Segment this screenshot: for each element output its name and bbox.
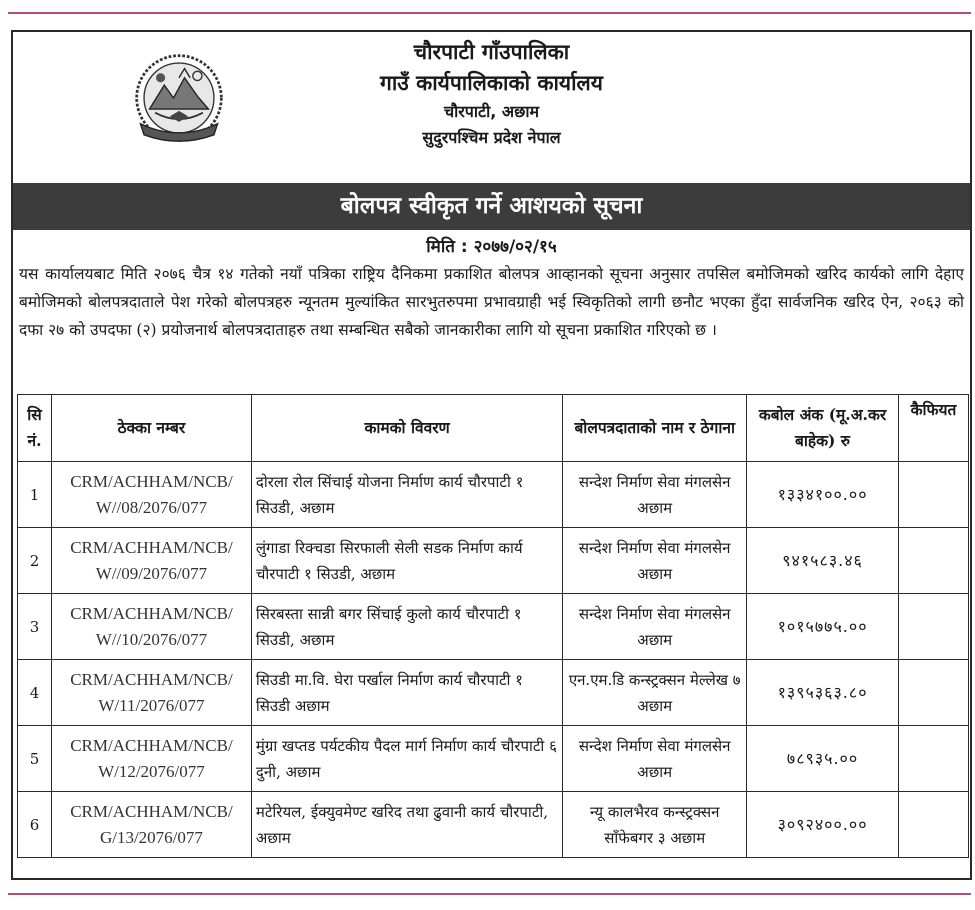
- row-bidder: सन्देश निर्माण सेवा मंगलसेन अछाम: [563, 528, 747, 594]
- table-header-row: [18, 395, 969, 462]
- row-bidder: एन.एम.डि कन्स्ट्रक्सन मेल्लेख ७ अछाम: [563, 660, 747, 726]
- top-divider: [8, 12, 971, 14]
- row-tender-no: CRM/ACHHAM/NCB/ G/13/2076/077: [51, 792, 251, 858]
- row-amount: १३३४१००.००: [747, 462, 899, 528]
- bottom-divider: [8, 893, 971, 895]
- row-sn: 5: [18, 726, 52, 792]
- table-row: [18, 462, 969, 528]
- table-row: [18, 594, 969, 660]
- header-sn: सि नं.: [18, 395, 52, 462]
- row-tender-no: CRM/ACHHAM/NCB/ W//08/2076/077: [51, 462, 251, 528]
- province-name: सुदुरपश्चिम प्रदेश नेपाल: [422, 128, 561, 147]
- row-remarks: [898, 660, 968, 726]
- bid-acceptance-table: [17, 394, 969, 858]
- table-row: [18, 660, 969, 726]
- header-bidder: बोलपत्रदाताको नाम र ठेगाना: [563, 395, 747, 462]
- table-row: [18, 726, 969, 792]
- row-remarks: [898, 594, 968, 660]
- row-description: मुंग्रा खप्तड पर्यटकीय पैदल मार्ग निर्माण कार्य चौरपाटी ६ दुनी, अछाम: [251, 726, 562, 792]
- row-remarks: [898, 792, 968, 858]
- row-description: सिउडी मा.वि. घेरा पर्खाल निर्माण कार्य चौरपाटी १ सिउडी अछाम: [251, 660, 562, 726]
- office-name: गाउँ कार्यपालिकाको कार्यालय: [380, 71, 603, 95]
- row-remarks: [898, 726, 968, 792]
- row-sn: 6: [18, 792, 52, 858]
- notice-frame: [11, 30, 972, 880]
- row-tender-no: CRM/ACHHAM/NCB/ W//09/2076/077: [51, 528, 251, 594]
- office-address: चौरपाटी, अछाम: [443, 102, 540, 121]
- table-row: [18, 528, 969, 594]
- row-amount: ७८९३५.००: [747, 726, 899, 792]
- row-description: दोरला रोल सिंचाई योजना निर्माण कार्य चौरपाटी १ सिउडी, अछाम: [251, 462, 562, 528]
- row-tender-no: CRM/ACHHAM/NCB/ W/11/2076/077: [51, 660, 251, 726]
- row-sn: 1: [18, 462, 52, 528]
- row-sn: 4: [18, 660, 52, 726]
- notice-body: यस कार्यालयबाट मिति २०७६ चैत्र १४ गतेको नयाँ पत्रिका राष्ट्रिय दैनिकमा प्रकाशित बोलपत्र आव्हानको सूचना अनुसार तपसिल बमोजिमको खरिद कार्यको लागि देहाए बमोजिमको बोलपत्रदाताले पेश गरेको बोलपत्रहरु न्यूनतम मुल्यांकित सारभुतरुपमा प्रभावग्राही भई स्विकृतिको लागी छनौट भएका हुँदा सार्वजनिक खरिद ऐन, २०६३ को दफा २७ को उपदफा (२) प्रयोजनार्थ बोलपत्रदाताहरु तथा सम्बन्धित सबैको जानकारीका लागि यो सूचना प्रकाशित गरिएको छ ।: [19, 265, 964, 339]
- notice-header: [13, 32, 970, 183]
- row-description: मटेरियल, ईक्युवमेण्ट खरिद तथा ढुवानी कार्य चौरपाटी, अछाम: [251, 792, 562, 858]
- municipality-name: चौरपाटी गाँउपालिका: [413, 40, 570, 64]
- header-amount: कबोल अंक (मू.अ.कर बाहेक) रु: [747, 395, 899, 462]
- header-description: कामको विवरण: [251, 395, 562, 462]
- row-remarks: [898, 528, 968, 594]
- row-amount: ९४१५८३.४६: [747, 528, 899, 594]
- row-sn: 3: [18, 594, 52, 660]
- row-bidder: सन्देश निर्माण सेवा मंगलसेन अछाम: [563, 594, 747, 660]
- row-description: सिरबस्ता सान्नी बगर सिंचाई कुलो कार्य चौरपाटी १ सिउडी, अछाम: [251, 594, 562, 660]
- row-description: लुंगाडा रिक्चडा सिरफाली सेली सडक निर्माण कार्य चौरपाटी १ सिउडी, अछाम: [251, 528, 562, 594]
- row-remarks: [898, 462, 968, 528]
- row-sn: 2: [18, 528, 52, 594]
- notice-title: बोलपत्र स्वीकृत गर्ने आशयको सूचना: [13, 183, 970, 230]
- row-tender-no: CRM/ACHHAM/NCB/ W/12/2076/077: [51, 726, 251, 792]
- office-header-lines: [13, 42, 970, 146]
- row-tender-no: CRM/ACHHAM/NCB/ W//10/2076/077: [51, 594, 251, 660]
- row-bidder: सन्देश निर्माण सेवा मंगलसेन अछाम: [563, 726, 747, 792]
- row-bidder: न्यू कालभैरव कन्स्ट्रक्सन साँफेबगर ३ अछाम: [563, 792, 747, 858]
- row-bidder: सन्देश निर्माण सेवा मंगलसेन अछाम: [563, 462, 747, 528]
- notice-date: मिति : २०७७/०२/१५: [426, 237, 557, 257]
- header-remarks: कैफियत: [898, 395, 968, 462]
- table-row: [18, 792, 969, 858]
- row-amount: १३९५३६३.८०: [747, 660, 899, 726]
- row-amount: ३०९२४००.००: [747, 792, 899, 858]
- header-tender-no: ठेक्का नम्बर: [51, 395, 251, 462]
- row-amount: १०१५७७५.००: [747, 594, 899, 660]
